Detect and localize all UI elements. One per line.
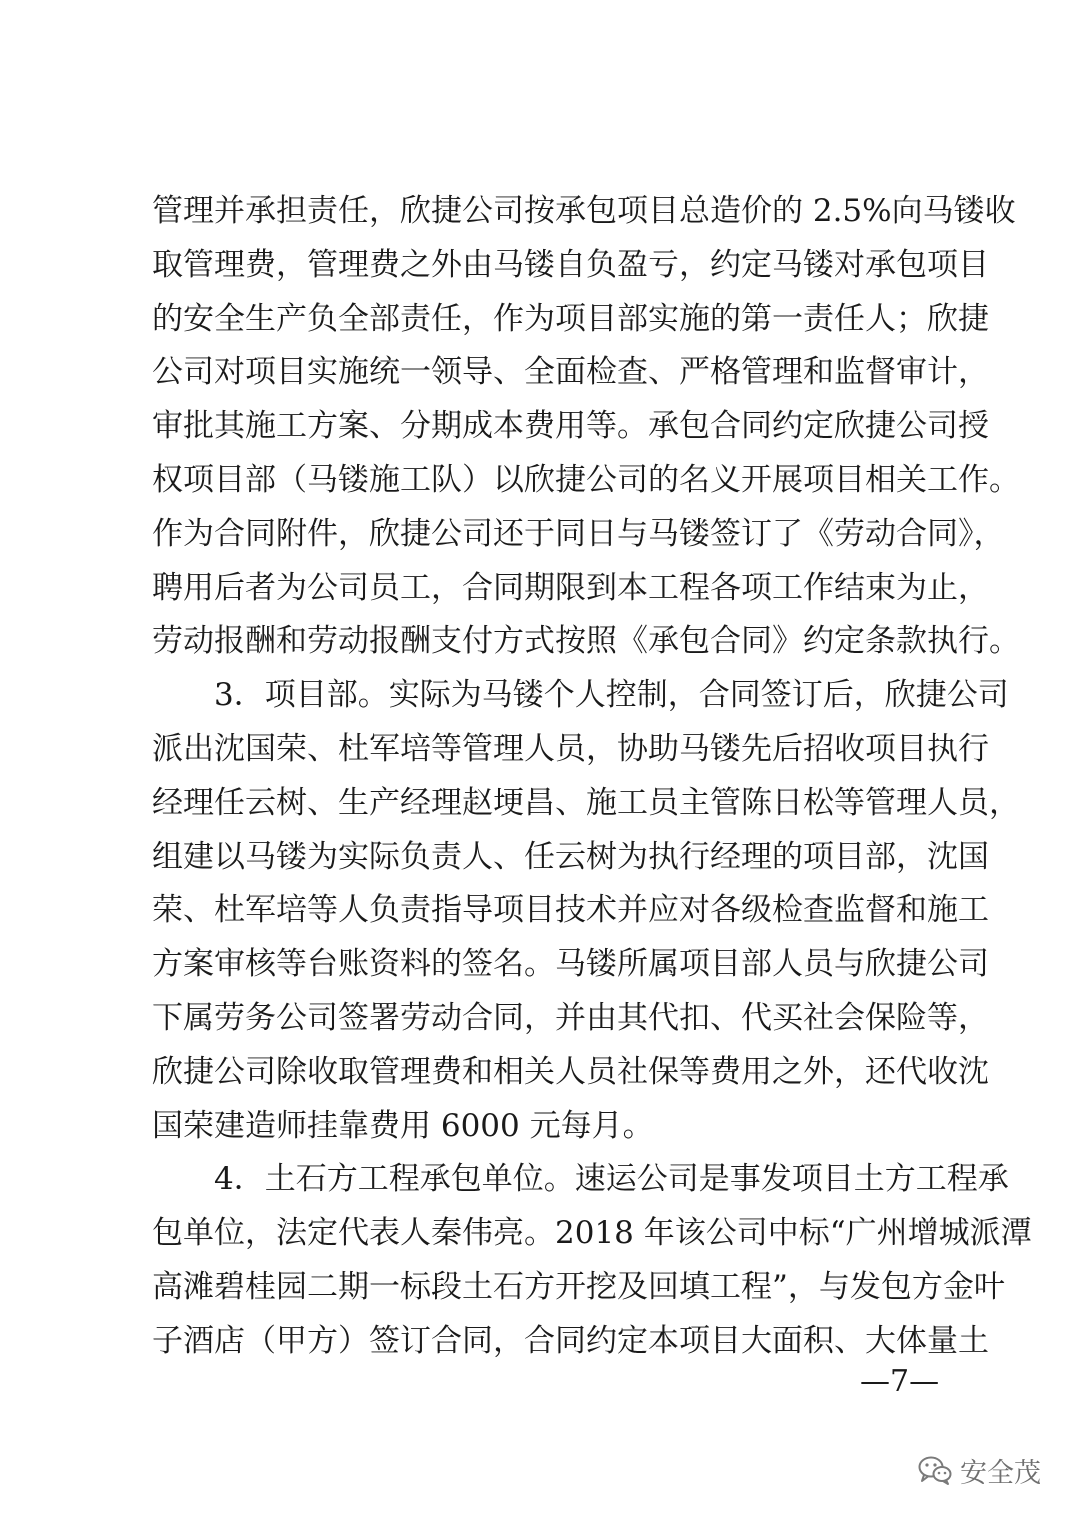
text-line: 3．项目部。实际为马镂个人控制，合同签订后，欣捷公司 — [214, 677, 1009, 714]
text-line: 荣、杜军培等人负责指导项目技术并应对各级检查监督和施工 — [152, 892, 989, 929]
text-line: 的安全生产负全部责任，作为项目部实施的第一责任人；欣捷 — [152, 300, 989, 337]
text-line: 包单位，法定代表人秦伟亮。2018 年该公司中标“广州增城派潭 — [152, 1215, 1032, 1252]
text-line: 劳动报酬和劳动报酬支付方式按照《承包合同》约定条款执行。 — [152, 623, 1020, 660]
wechat-icon — [918, 1455, 952, 1485]
text-line: 国荣建造师挂靠费用 6000 元每月。 — [152, 1107, 654, 1144]
text-line: 方案审核等台账资料的签名。马镂所属项目部人员与欣捷公司 — [152, 946, 989, 983]
text-line: 审批其施工方案、分期成本费用等。承包合同约定欣捷公司授 — [152, 408, 989, 445]
text-line: 作为合同附件，欣捷公司还于同日与马镂签订了《劳动合同》， — [152, 515, 1005, 552]
text-line: 公司对项目实施统一领导、全面检查、严格管理和监督审计， — [152, 354, 989, 391]
text-line: 组建以马镂为实际负责人、任云树为执行经理的项目部，沈国 — [152, 838, 989, 875]
document-body — [152, 185, 1032, 1369]
watermark — [918, 1448, 1041, 1492]
text-line: 经理任云树、生产经理赵埂昌、施工员主管陈日松等管理人员， — [152, 784, 1020, 821]
text-line: 管理并承担责任，欣捷公司按承包项目总造价的 2.5%向马镂收 — [152, 193, 1016, 229]
text-line: 下属劳务公司签署劳动合同，并由其代扣、代买社会保险等， — [152, 999, 989, 1036]
text-line: 欣捷公司除收取管理费和相关人员社保等费用之外，还代收沈 — [152, 1053, 989, 1090]
text-line: 高滩碧桂园二期一标段土石方开挖及回填工程”，与发包方金叶 — [152, 1268, 1005, 1305]
page-number: —7— — [860, 1364, 940, 1399]
text-line: 4．土石方工程承包单位。速运公司是事发项目土方工程承 — [214, 1161, 1009, 1198]
text-line: 派出沈国荣、杜军培等管理人员，协助马镂先后招收项目执行 — [152, 730, 989, 767]
watermark-text: 安全茂 — [960, 1457, 1041, 1489]
text-line: 子酒店（甲方）签订合同，合同约定本项目大面积、大体量土 — [152, 1322, 989, 1359]
text-line: 权项目部（马镂施工队）以欣捷公司的名义开展项目相关工作。 — [152, 461, 1020, 498]
text-line: 聘用后者为公司员工，合同期限到本工程各项工作结束为止， — [152, 569, 989, 606]
text-line: 取管理费，管理费之外由马镂自负盈亏，约定马镂对承包项目 — [152, 246, 989, 283]
